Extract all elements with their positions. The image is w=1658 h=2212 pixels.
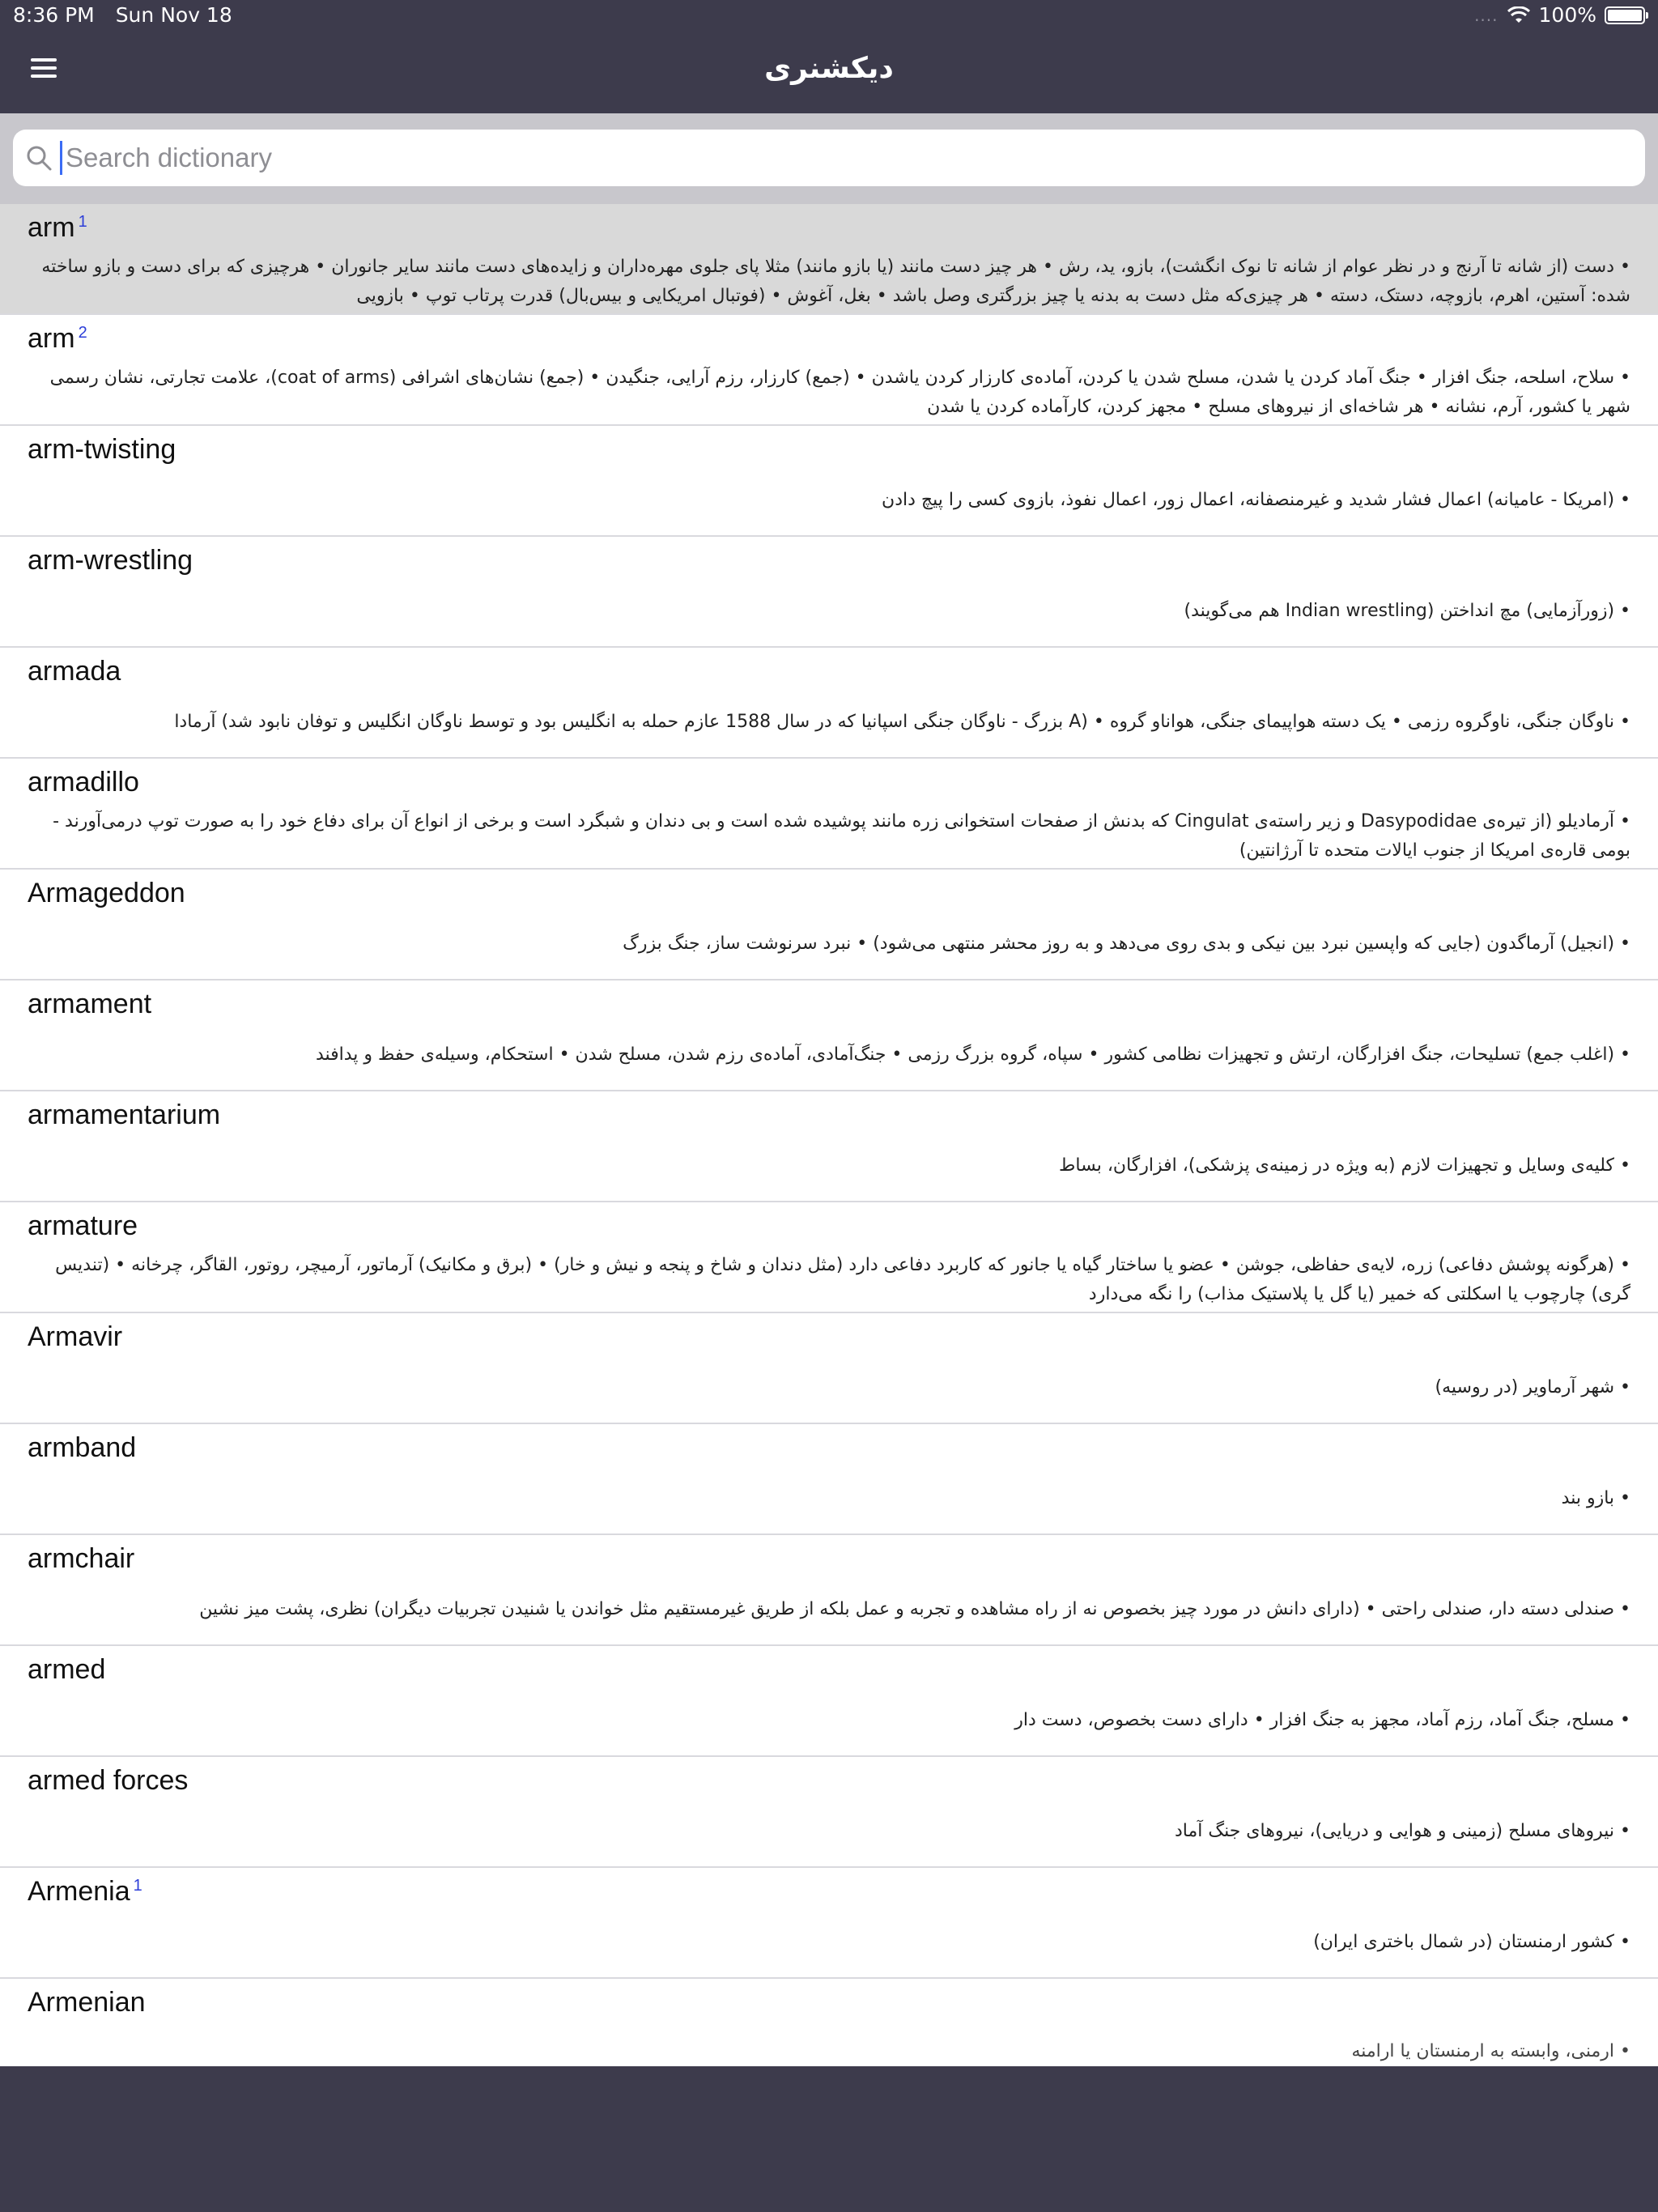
entry-term: armature xyxy=(28,1210,138,1241)
list-item[interactable] xyxy=(0,1535,1658,1646)
entry-term: arm-wrestling xyxy=(28,545,193,576)
search-box[interactable] xyxy=(13,130,1645,186)
entry-term: Armenian xyxy=(28,1987,146,2018)
list-item[interactable] xyxy=(0,1979,1658,2066)
list-item[interactable] xyxy=(0,204,1658,315)
entry-term: armament xyxy=(28,989,152,1019)
entry-definition: • بازو بند xyxy=(1561,1488,1630,1508)
entry-definition: • (امریکا - عامیانه) اعمال فشار شدید و غیرمنصفانه، اعمال زور، اعمال نفوذ، بازوی کسی را پیچ دادن xyxy=(882,490,1630,510)
list-item[interactable] xyxy=(0,1646,1658,1757)
entry-term: arm-twisting xyxy=(28,434,176,465)
status-date: Sun Nov 18 xyxy=(115,3,232,27)
homograph-number: 2 xyxy=(78,323,87,342)
entry-term: armed forces xyxy=(28,1765,189,1796)
list-item[interactable] xyxy=(0,1868,1658,1979)
entry-definition: • شهر آرماویر (در روسیه) xyxy=(1435,1377,1630,1397)
bottom-bar xyxy=(0,2066,1658,2212)
entry-definition: • ناوگان جنگی، ناوگروه رزمی • یک دسته هواپیمای جنگی، هواناو گروه • (A بزرگ - ناوگان جنگی اسپانیا که در سال 1588 عازم حمله به انگلیس بود و توسط ناوگان انگلیس و توفان نابود شد) آرمادا xyxy=(174,712,1630,732)
list-item[interactable] xyxy=(0,759,1658,870)
entry-definition: • ارمنی، وابسته به ارمنستان یا ارامنه xyxy=(1351,2041,1630,2061)
entry-term: Armageddon xyxy=(28,878,185,908)
entry-definition: • نیروهای مسلح (زمینی و هوایی و دریایی)، نیروهای جنگ آماد xyxy=(1174,1821,1630,1841)
search-bar-container xyxy=(0,113,1658,204)
list-item[interactable] xyxy=(0,315,1658,426)
status-right xyxy=(1474,3,1645,27)
list-item[interactable] xyxy=(0,537,1658,648)
list-item[interactable] xyxy=(0,1313,1658,1424)
status-time: 8:36 PM xyxy=(13,3,95,27)
homograph-number: 1 xyxy=(133,1876,142,1895)
entry-term: armada xyxy=(28,656,121,687)
list-item[interactable] xyxy=(0,1202,1658,1313)
battery-icon xyxy=(1605,6,1645,24)
dictionary-results-list[interactable] xyxy=(0,204,1658,2066)
page-title: دیکشنری xyxy=(764,52,894,85)
list-item[interactable] xyxy=(0,426,1658,537)
entry-term: armamentarium xyxy=(28,1100,221,1130)
entry-definition: • آرمادیلو (از تیره‌ی Dasypodidae و زیر راسته‌ی Cingulat که بدنش از صفحات استخوانی زره مانند پوشیده شده است و بی دندان و شبگرد است و برخی از انواع آن برای دفاع خود را به صورت توپ درمی‌آورند - بومی قاره‌ی امریکا از جنوب ایالات متحده تا آرژانتین) xyxy=(53,811,1630,861)
entry-definition: • (اغلب جمع) تسلیحات، جنگ افزارگان، ارتش و تجهیزات نظامی کشور • سپاه، گروه بزرگ رزمی • جنگ‌آمادی، آماده‌ی رزم شدن، مسلح شدن • استحکام، وسیله‌ی حفظ و پدافند xyxy=(315,1044,1630,1065)
entry-term: arm $^2$ xyxy=(28,323,87,354)
status-bar xyxy=(0,0,1658,32)
entry-term: arm $^1$ xyxy=(28,212,87,243)
list-item[interactable] xyxy=(0,648,1658,759)
entry-definition: • صندلی دسته دار، صندلی راحتی • (دارای دانش در مورد چیز بخصوص نه از راه مشاهده و تجربه و عمل بلکه از طریق غیرمستقیم مثل خواندن یا شنیدن تجربیات دیگران) نظری، پشت میز نشین xyxy=(199,1599,1630,1619)
list-item[interactable] xyxy=(0,981,1658,1091)
entry-term: armed xyxy=(28,1654,106,1685)
list-item[interactable] xyxy=(0,1091,1658,1202)
entry-definition: • سلاح، اسلحه، جنگ افزار • جنگ آماد کردن یا شدن، مسلح شدن یا کردن، آماده‌ی کارزار کردن یاشدن • (جمع) کارزار، رزم آرایی، جنگیدن • (جمع) نشان‌های اشرافی (coat of arms)، علامت تجارتی، نشان رسمی شهر یا کشور، آرم، نشانه • هر شاخه‌ای از نیروهای مسلح • مجهز کردن، کارآماده کردن یا شدن xyxy=(49,368,1630,417)
search-input[interactable] xyxy=(60,141,1645,175)
entry-definition: • مسلح، جنگ آماد، رزم آماد، مجهز به جنگ افزار • دارای دست بخصوص، دست دار xyxy=(1014,1710,1630,1730)
entry-term: armadillo xyxy=(28,767,139,798)
list-item[interactable] xyxy=(0,870,1658,981)
search-icon xyxy=(24,143,53,172)
entry-definition: • (هرگونه پوشش دفاعی) زره، لایه‌ی حفاظی، جوشن • عضو یا ساختار گیاه یا جانور که کاربرد دفاعی دارد (مثل دندان و شاخ و پنجه و نیش و خار) • (برق و مکانیک) آرماتور، آرمیچر، روتور، القاگر، چرخانه • (تندیس گری) چارچوب یا اسکلتی که خمیر (یا گل یا پلاستیک مذاب) را نگه می‌دارد xyxy=(55,1255,1630,1304)
battery-percent: 100% xyxy=(1538,3,1596,27)
entry-definition: • دست (از شانه تا آرنج و در نظر عوام از شانه تا نوک انگشت)، بازو، ید، رش • هر چیز دست مانند (یا بازو مانند) مثلا پای جلوی مهره‌داران و زایده‌های دست مانند سایر جانوران • هرچیزی که برای دست و بازو ساخته شده: آستین، اهرم، بازوچه، دستک، دسته • هر چیزی‌که مثل دست به بدنه یا چیز بزرگتری وصل باشد • بغل، آغوش • (فوتبال امریکایی و بیس‌بال) قدرت پرتاب توپ • بازویی xyxy=(41,257,1630,306)
status-left xyxy=(13,3,247,27)
list-item[interactable] xyxy=(0,1424,1658,1535)
homograph-number: 1 xyxy=(78,212,87,231)
entry-definition: • (زورآزمایی) مچ انداختن (Indian wrestling هم می‌گویند) xyxy=(1184,601,1630,621)
entry-term: Armenia $^1$ xyxy=(28,1876,142,1907)
entry-definition: • (انجیل) آرماگدون (جایی که واپسین نبرد بین نیکی و بدی روی می‌دهد و به روز محشر منتهی می‌شود) • نبرد سرنوشت ساز، جنگ بزرگ xyxy=(623,934,1630,954)
entry-term: Armavir xyxy=(28,1321,123,1352)
navigation-bar xyxy=(0,32,1658,113)
entry-definition: • کلیه‌ی وسایل و تجهیزات لازم (به ویژه در زمینه‌ی پزشکی)، افزارگان، بساط xyxy=(1059,1155,1630,1176)
wifi-icon xyxy=(1507,6,1531,24)
entry-term: armchair xyxy=(28,1543,135,1574)
entry-definition: • کشور ارمنستان (در شمال باختری ایران) xyxy=(1313,1932,1630,1952)
signal-dots-icon: .... xyxy=(1474,5,1499,25)
list-item[interactable] xyxy=(0,1757,1658,1868)
entry-term: armband xyxy=(28,1432,137,1463)
